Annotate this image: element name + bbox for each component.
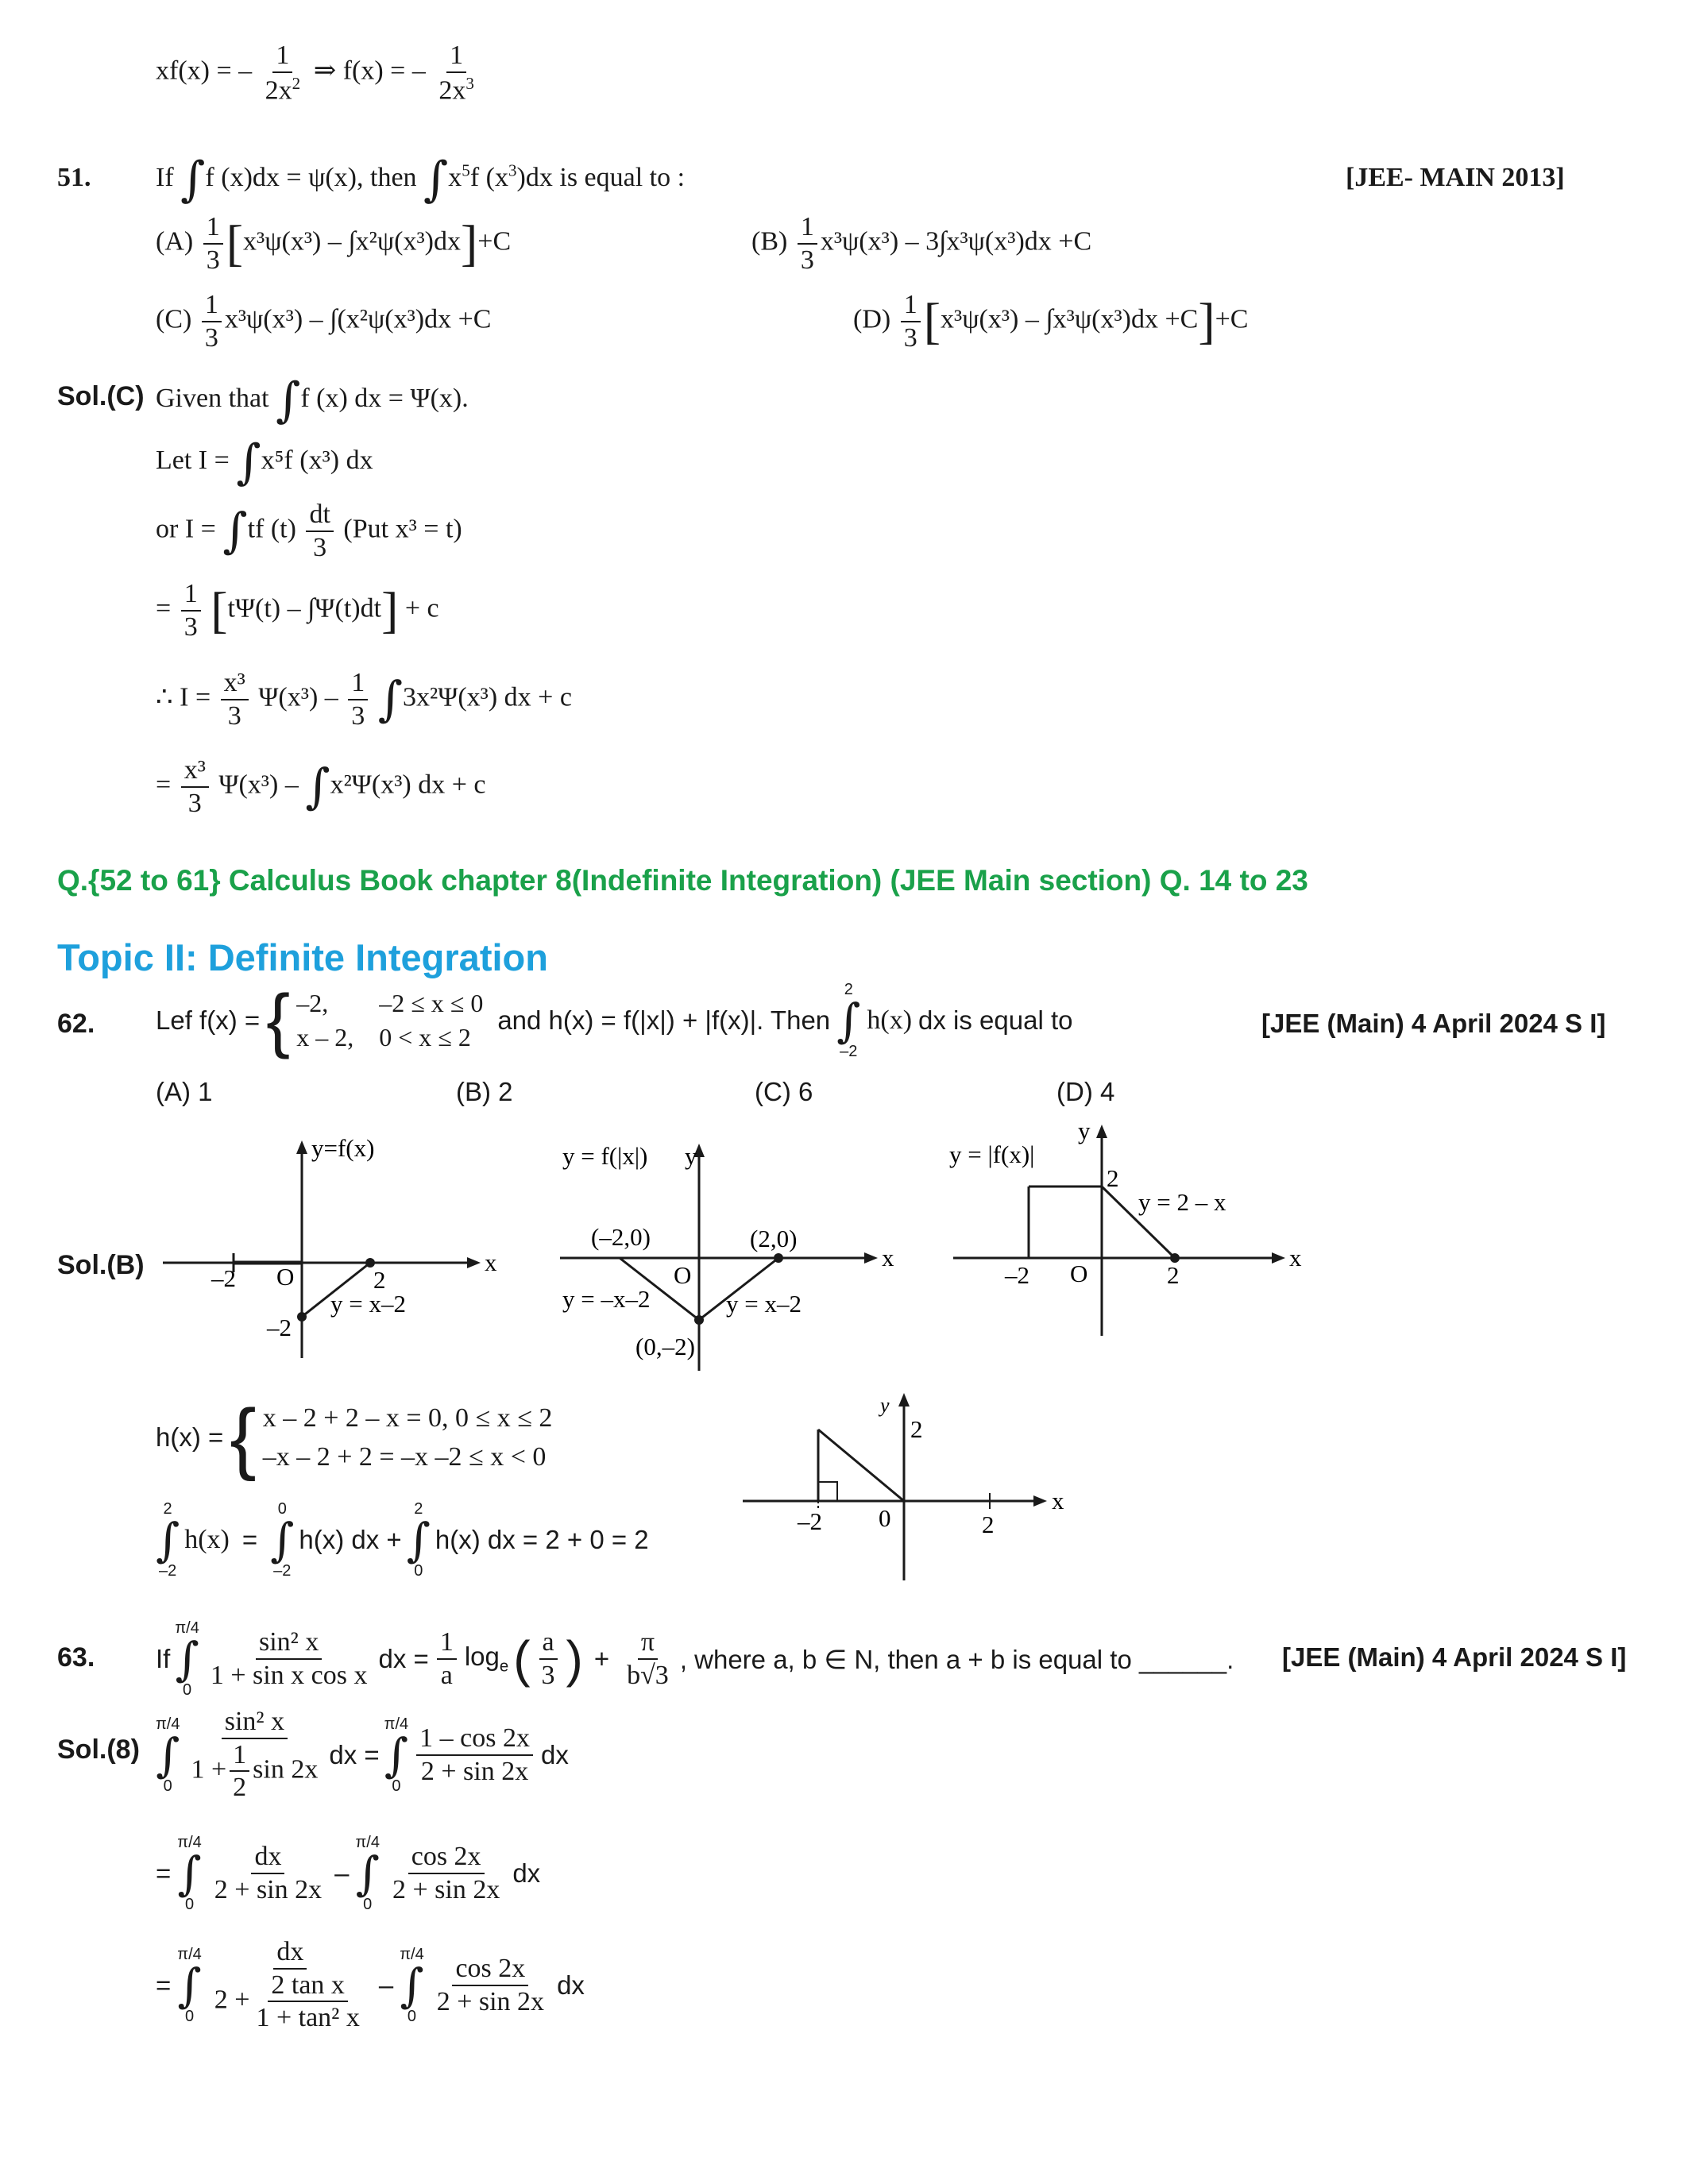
sol51-or: or I = ∫tf (t) $\frac{dt}{3}$ (Put x³ = t) bbox=[156, 500, 462, 562]
g1-y-arrow bbox=[296, 1140, 307, 1154]
g2-left-line-label: y = –x–2 bbox=[562, 1285, 651, 1313]
g1-origin: O bbox=[276, 1263, 295, 1291]
q62-option-b: (B) 2 bbox=[456, 1077, 513, 1106]
q51-number: 51. bbox=[57, 163, 91, 192]
q62-question: Lef f(x) = { –2, –2 ≤ x ≤ 0 x – 2, 0 < x ≤ 2 and h(x) = f(|x|) + |f(x)|. Then 2 ∫ –2 h(x) dx is equal to bbox=[156, 981, 1073, 1060]
graph-f-of-x bbox=[159, 1128, 516, 1366]
graph-h-of-x bbox=[739, 1382, 1088, 1580]
g2-point-bottom bbox=[694, 1315, 704, 1325]
q50-tail: xf(x) = – $\frac{1}{2x^2}$ ⇒ f(x) = – $\frac{1}{2x^3}$ bbox=[156, 41, 474, 106]
q51-option-c: (C) $\frac{1}{3}$ x³ψ(x³) – ∫(x²ψ(x³)dx +C bbox=[156, 290, 492, 353]
g3-x-arrow bbox=[1272, 1252, 1285, 1264]
g3-minus2: –2 bbox=[1005, 1261, 1029, 1289]
g1-point-0m2 bbox=[297, 1312, 307, 1322]
q62-number: 62. bbox=[57, 1009, 95, 1039]
g4-x-arrow bbox=[1033, 1495, 1047, 1507]
g2-x-label: x bbox=[882, 1244, 894, 1271]
g4-plus2: 2 bbox=[982, 1511, 995, 1538]
sol63-row1: π/4 ∫ 0 sin² x 1 + $\frac{1}{2}$ sin 2x dx = π/4 ∫ 0 $\frac{1 - \cos 2x}{2 + \sin 2x}$ dx bbox=[156, 1707, 569, 1803]
q62-option-a: (A) 1 bbox=[156, 1077, 213, 1106]
g4-right-angle bbox=[818, 1482, 837, 1501]
q62-option-d: (D) 4 bbox=[1056, 1077, 1115, 1106]
g2-title: y = f(|x|) bbox=[562, 1142, 648, 1170]
q63-question: If π/4 ∫ 0 $\frac{\text{sin² x}}{\text{1 + sin x cos x}}$ dx = $\frac{1}{a}$ $\log_e$ ( $\frac{a}{3}$ ) + $\frac{\pi}{b√3}$ , where a, b ∈ N, then a + b is equal to ______. bbox=[156, 1619, 1234, 1699]
g2-y-label: y bbox=[685, 1142, 697, 1170]
g4-y-label: y bbox=[880, 1394, 890, 1417]
g3-y-label: y bbox=[1078, 1117, 1091, 1144]
q51-option-a: (A) $\frac{1}{3}$ [x³ψ(x³) – ∫x²ψ(x³)dx]+C bbox=[156, 212, 512, 275]
g3-y-arrow bbox=[1096, 1125, 1107, 1138]
g2-bottom-label: (0,–2) bbox=[635, 1333, 695, 1360]
g1-line-label: y = x–2 bbox=[330, 1290, 406, 1318]
g4-y-arrow bbox=[898, 1393, 910, 1406]
g1-x-label: x bbox=[485, 1248, 497, 1276]
g4-y2: 2 bbox=[910, 1415, 923, 1443]
q51-source: [JEE- MAIN 2013] bbox=[1346, 163, 1565, 192]
g2-right-line-label: y = x–2 bbox=[726, 1290, 802, 1318]
sol62-label: Sol.(B) bbox=[57, 1250, 145, 1280]
sol51-given: Given that ∫f (x) dx = Ψ(x). bbox=[156, 372, 469, 428]
g2-origin: O bbox=[674, 1261, 692, 1289]
q62-option-c: (C) 6 bbox=[755, 1077, 813, 1106]
g2-point-right bbox=[774, 1253, 783, 1263]
sol51-line4: = $\frac{1}{3}$ [tΨ(t) – ∫Ψ(t)dt] + c bbox=[156, 579, 439, 642]
sol51-label: Sol.(C) bbox=[57, 381, 145, 411]
g3-y2: 2 bbox=[1107, 1164, 1119, 1192]
g1-minus2: –2 bbox=[211, 1264, 236, 1292]
graph-abs-f-of-x bbox=[949, 1112, 1315, 1350]
sol51-line6: = $\frac{\text{x³}}{3}$ Ψ(x³) – ∫x²Ψ(x³) dx + c bbox=[156, 755, 486, 818]
reference-note: Q.{52 to 61} Calculus Book chapter 8(Indefinite Integration) (JEE Main section) Q. 14 to 23 bbox=[57, 864, 1308, 897]
g4-origin: 0 bbox=[879, 1504, 891, 1532]
g3-x-label: x bbox=[1289, 1244, 1302, 1271]
sol63-row2: = π/4 ∫ 0 $\frac{dx}{2 + \sin 2x}$ – π/4 ∫ 0 $\frac{\cos 2x}{2 + \sin 2x}$ dx bbox=[156, 1834, 541, 1913]
g3-origin: O bbox=[1070, 1260, 1088, 1287]
q51-option-d: (D) $\frac{1}{3}$ [x³ψ(x³) – ∫x³ψ(x³)dx +C]+C bbox=[853, 290, 1249, 353]
sol63-label: Sol.(8) bbox=[57, 1734, 140, 1765]
q62-source: [JEE (Main) 4 April 2024 S I] bbox=[1261, 1009, 1606, 1038]
g4-minus2: –2 bbox=[798, 1507, 822, 1535]
q51-question: If ∫f (x)dx = ψ(x), then $\int x^5f$ $(x^3)dx$ is equal to : bbox=[156, 152, 686, 207]
g3-plus2: 2 bbox=[1167, 1261, 1180, 1289]
g2-point-right-label: (2,0) bbox=[750, 1225, 798, 1252]
h-piecewise: h(x) = { x – 2 + 2 – x = 0, 0 ≤ x ≤ 2 –x – 2 + 2 = –x –2 ≤ x < 0 bbox=[156, 1393, 553, 1482]
g4-slope bbox=[818, 1430, 904, 1501]
g2-x-arrow bbox=[864, 1252, 878, 1264]
q51-option-b: (B) $\frac{1}{3}$ x³ψ(x³) – 3∫x³ψ(x³)dx +C bbox=[751, 212, 1092, 275]
q63-source: [JEE (Main) 4 April 2024 S I] bbox=[1282, 1642, 1627, 1672]
sol62-integral-sum: 2 ∫ –2 h(x) = 0 ∫ –2 h(x) dx + 2 ∫ 0 h(x) dx = 2 + 0 = 2 bbox=[156, 1500, 649, 1580]
sol51-let: Let I = ∫x⁵f (x³) dx bbox=[156, 434, 373, 490]
g3-title: y = |f(x)| bbox=[949, 1140, 1035, 1168]
topic-heading: Topic II: Definite Integration bbox=[57, 936, 548, 978]
g2-point-left-label: (–2,0) bbox=[591, 1223, 651, 1251]
q63-number: 63. bbox=[57, 1642, 95, 1673]
g1-y-minus2: –2 bbox=[267, 1314, 292, 1341]
g1-title: y=f(x) bbox=[311, 1134, 375, 1162]
g1-x-arrow bbox=[467, 1257, 481, 1268]
g1-plus2: 2 bbox=[373, 1266, 386, 1294]
graph-f-of-abs-x bbox=[556, 1128, 914, 1382]
sol63-row3: = π/4 ∫ 0 dx 2 + $\frac{\text{2 tan x}}{\text{1 + tan² x}}$ – π/4 ∫ 0 $\frac{\cos 2x}{2 + \sin 2x}$ dx bbox=[156, 1937, 585, 2033]
g3-line-label: y = 2 – x bbox=[1138, 1188, 1226, 1216]
sol51-line5: ∴ I = $\frac{\text{x³}}{3}$ Ψ(x³) – $\frac{1}{3}$ ∫3x²Ψ(x³) dx + c bbox=[156, 668, 572, 731]
g4-x-label: x bbox=[1052, 1487, 1064, 1515]
